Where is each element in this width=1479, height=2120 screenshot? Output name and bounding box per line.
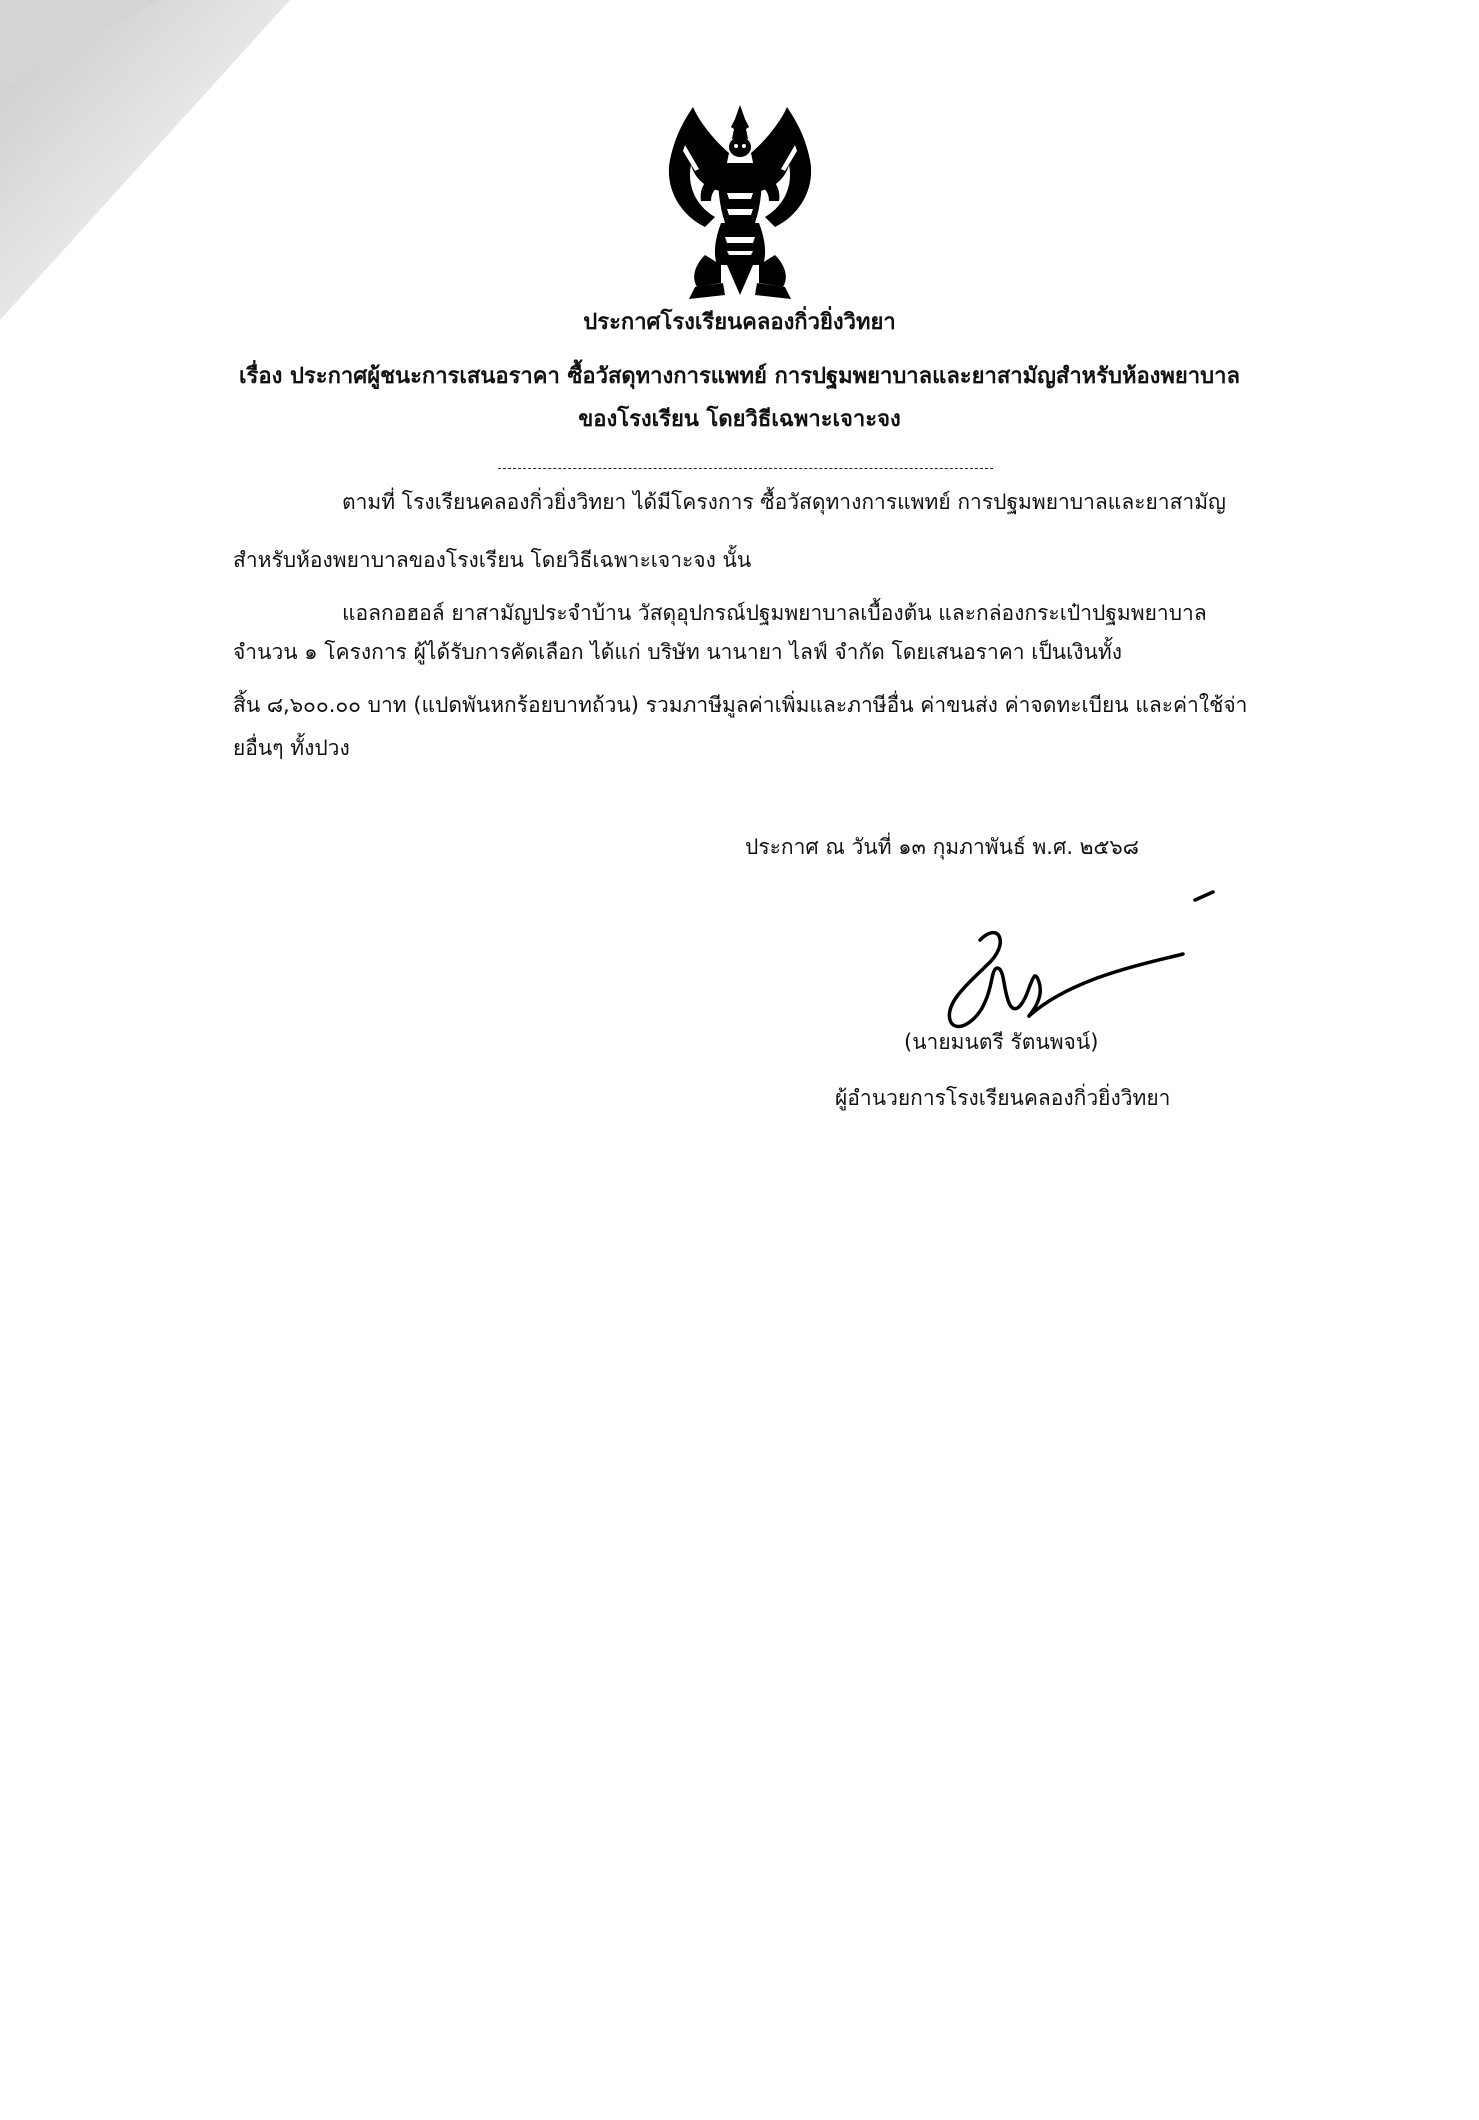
announcement-date: ประกาศ ณ วันที่ ๑๓ กุมภาพันธ์ พ.ศ. ๒๕๖๘ <box>745 835 1139 859</box>
paragraph-1-line-2: สำหรับห้องพยาบาลของโรงเรียน โดยวิธีเฉพาะเจาะจง นั้น <box>233 548 752 572</box>
signatory-name: (นายมนตรี รัตนพจน์) <box>904 1030 1099 1054</box>
paragraph-2-line-3: สิ้น ๘,๖๐๐.๐๐ บาท (แปดพันหกร้อยบาทถ้วน) รวมภาษีมูลค่าเพิ่มและภาษีอื่น ค่าขนส่ง ค่าจดทะเบียน และค่าใช้จ่า <box>233 693 1248 717</box>
document-title: ประกาศโรงเรียนคลองกิ่วยิ่งวิทยา <box>583 310 896 335</box>
signature-icon <box>925 890 1225 1040</box>
subject-line-2: ของโรงเรียน โดยวิธีเฉพาะเจาะจง <box>578 407 901 432</box>
signatory-position: ผู้อำนวยการโรงเรียนคลองกิ่วยิ่งวิทยา <box>835 1086 1171 1110</box>
paragraph-2-line-2: จำนวน ๑ โครงการ ผู้ได้รับการคัดเลือก ได้แก่ บริษัท นานายา ไลฟ์ จำกัด โดยเสนอราคา เป็นเงินทั้ง <box>233 640 1123 664</box>
garuda-emblem-icon <box>655 105 825 300</box>
paragraph-1-line-1: ตามที่ โรงเรียนคลองกิ่วยิ่งวิทยา ได้มีโครงการ ซื้อวัสดุทางการแพทย์ การปฐมพยาบาลและยาสามัญ <box>342 490 1226 514</box>
subject-line-1: เรื่อง ประกาศผู้ชนะการเสนอราคา ซื้อวัสดุทางการแพทย์ การปฐมพยาบาลและยาสามัญสำหรับห้องพยาบาล <box>239 364 1240 389</box>
divider-line <box>498 468 993 469</box>
paragraph-2-line-1: แอลกอฮอล์ ยาสามัญประจำบ้าน วัสดุอุปกรณ์ปฐมพยาบาลเบื้องต้น และกล่องกระเป๋าปฐมพยาบาล <box>342 601 1207 625</box>
paragraph-2-line-4: ยอื่นๆ ทั้งปวง <box>233 736 350 760</box>
page-corner-shadow <box>0 0 300 330</box>
